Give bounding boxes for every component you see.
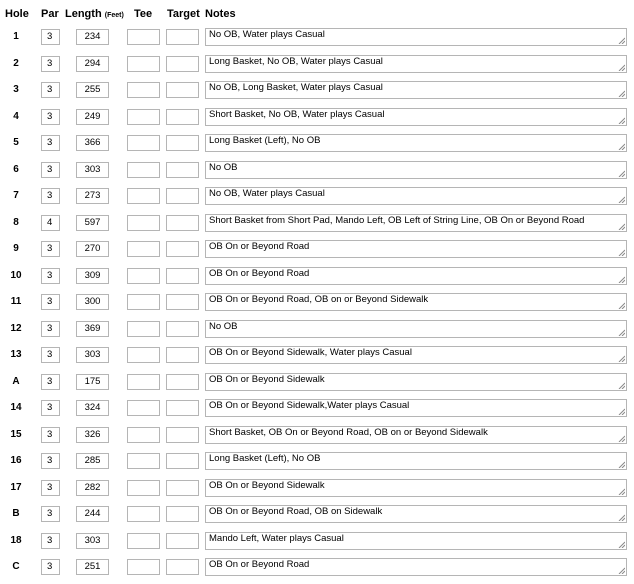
target-field[interactable] [166,82,199,98]
length-field[interactable]: 366 [76,135,109,151]
length-field[interactable]: 369 [76,321,109,337]
tee-field[interactable] [127,480,160,496]
resize-grip-icon[interactable] [618,382,625,389]
tee-field[interactable] [127,347,160,363]
length-field[interactable]: 597 [76,215,109,231]
header-tee: Tee [134,8,153,20]
hole-row [0,27,634,47]
hole-number: 15 [10,428,22,440]
notes-textarea[interactable] [205,267,627,285]
hole-number: 8 [13,216,19,228]
notes-text: OB On or Beyond Road, OB on Sidewalk [209,506,383,517]
par-field[interactable]: 3 [41,533,60,549]
notes-textarea[interactable] [205,479,627,497]
tee-field[interactable] [127,56,160,72]
length-field[interactable]: 303 [76,162,109,178]
hole-row [0,345,634,365]
par-field[interactable]: 3 [41,347,60,363]
tee-field[interactable] [127,559,160,575]
hole-number: 6 [13,163,19,175]
tee-field[interactable] [127,135,160,151]
notes-text: Short Basket, No OB, Water plays Casual [209,108,385,120]
hole-number: 17 [10,481,22,493]
resize-grip-icon[interactable] [618,541,625,548]
length-field[interactable]: 234 [76,29,109,45]
hole-row [0,80,634,100]
length-field[interactable]: 282 [76,480,109,496]
target-field[interactable] [166,533,199,549]
tee-field[interactable] [127,215,160,231]
target-field[interactable] [166,347,199,363]
hole-number: 4 [13,110,19,122]
target-field[interactable] [166,135,199,151]
length-field[interactable]: 273 [76,188,109,204]
hole-row [0,531,634,551]
tee-field[interactable] [127,294,160,310]
notes-textarea[interactable] [205,373,627,391]
target-field[interactable] [166,215,199,231]
resize-grip-icon[interactable] [618,196,625,203]
header-target: Target [167,8,200,20]
notes-textarea[interactable] [205,505,627,523]
notes-textarea[interactable] [205,161,627,179]
notes-text: Short Basket, OB On or Beyond Road, OB on or Beyond Sidewalk [209,426,488,438]
par-field[interactable]: 3 [41,109,60,125]
notes-textarea[interactable] [205,320,627,338]
tee-field[interactable] [127,29,160,45]
par-field[interactable]: 3 [41,268,60,284]
hole-row [0,133,634,153]
length-field[interactable]: 249 [76,109,109,125]
resize-grip-icon[interactable] [618,90,625,97]
tee-field[interactable] [127,162,160,178]
hole-number: A [12,375,20,387]
hole-number: 9 [13,243,19,254]
notes-text: Long Basket (Left), No OB [209,453,321,464]
notes-textarea[interactable] [205,293,627,311]
tee-field[interactable] [127,109,160,125]
notes-textarea[interactable] [205,55,627,73]
resize-grip-icon[interactable] [618,249,625,256]
hole-number: 7 [13,190,19,201]
hole-row [0,398,634,418]
target-field[interactable] [166,268,199,284]
hole-number: 11 [10,296,22,307]
length-field[interactable]: 303 [76,533,109,549]
notes-text: Long Basket (Left), No OB [209,135,321,146]
resize-grip-icon[interactable] [618,355,625,362]
par-field[interactable]: 3 [41,374,60,390]
par-field[interactable]: 3 [41,135,60,151]
target-field[interactable] [166,374,199,390]
target-field[interactable] [166,480,199,496]
hole-row [0,292,634,312]
tee-field[interactable] [127,453,160,469]
length-field[interactable]: 324 [76,400,109,416]
resize-grip-icon[interactable] [618,302,625,309]
hole-row [0,504,634,524]
par-field[interactable]: 3 [41,506,60,522]
resize-grip-icon[interactable] [618,461,625,468]
target-field[interactable] [166,321,199,337]
length-field[interactable]: 303 [76,347,109,363]
par-field[interactable]: 3 [41,480,60,496]
length-field[interactable]: 294 [76,56,109,72]
notes-text: OB On or Beyond Sidewalk [209,373,325,385]
notes-textarea[interactable] [205,214,627,232]
header-length-unit: (Feet) [104,12,124,19]
tee-field[interactable] [127,268,160,284]
target-field[interactable] [166,188,199,204]
hole-number: C [12,561,20,572]
length-field[interactable]: 244 [76,506,109,522]
target-field[interactable] [166,559,199,575]
par-field[interactable]: 3 [41,56,60,72]
notes-text: OB On or Beyond Road [209,241,310,252]
notes-text: Short Basket from Short Pad, Mando Left, OB Left of String Line, OB On or Beyond Road [209,214,585,226]
header-notes: Notes [205,8,236,20]
resize-grip-icon[interactable] [618,567,625,574]
notes-textarea[interactable] [205,426,627,444]
length-field[interactable]: 285 [76,453,109,469]
resize-grip-icon[interactable] [618,329,625,336]
tee-field[interactable] [127,427,160,443]
par-field[interactable]: 3 [41,82,60,98]
hole-number: 1 [13,31,19,42]
header-hole: Hole [5,8,29,20]
par-field[interactable]: 3 [41,241,60,257]
length-field[interactable]: 300 [76,294,109,310]
resize-grip-icon[interactable] [618,170,625,177]
hole-row [0,160,634,180]
notes-textarea[interactable] [205,240,627,258]
notes-textarea[interactable] [205,81,627,99]
notes-text: No OB, Water plays Casual [209,188,325,199]
hole-number: 3 [13,84,19,95]
tee-field[interactable] [127,82,160,98]
header-par: Par [41,8,59,20]
par-field[interactable]: 3 [41,453,60,469]
resize-grip-icon[interactable] [618,408,625,415]
target-field[interactable] [166,241,199,257]
resize-grip-icon[interactable] [618,435,625,442]
hole-number: 13 [10,349,22,360]
hole-number: 16 [10,455,22,466]
par-field[interactable]: 3 [41,321,60,337]
notes-text: Long Basket, No OB, Water plays Casual [209,55,383,67]
target-field[interactable] [166,29,199,45]
hole-row [0,213,634,233]
par-field[interactable]: 3 [41,29,60,45]
resize-grip-icon[interactable] [618,143,625,150]
hole-number: 2 [13,57,19,69]
notes-text: OB On or Beyond Sidewalk [209,479,325,491]
target-field[interactable] [166,506,199,522]
target-field[interactable] [166,400,199,416]
resize-grip-icon[interactable] [618,37,625,44]
notes-textarea[interactable] [205,134,627,152]
hole-row [0,266,634,286]
notes-textarea[interactable] [205,399,627,417]
par-field[interactable]: 3 [41,400,60,416]
target-field[interactable] [166,109,199,125]
tee-field[interactable] [127,400,160,416]
notes-text: OB On or Beyond Road [209,267,310,279]
target-field[interactable] [166,56,199,72]
notes-textarea[interactable] [205,532,627,550]
length-field[interactable]: 270 [76,241,109,257]
tee-field[interactable] [127,506,160,522]
hole-number: 10 [10,269,22,281]
resize-grip-icon[interactable] [618,117,625,124]
hole-number: B [12,508,20,519]
notes-textarea[interactable] [205,187,627,205]
hole-row [0,239,634,259]
length-field[interactable]: 326 [76,427,109,443]
notes-text: Mando Left, Water plays Casual [209,532,344,544]
notes-text: No OB [209,320,238,332]
tee-field[interactable] [127,533,160,549]
notes-text: OB On or Beyond Sidewalk, Water plays Casual [209,347,412,358]
par-field[interactable]: 4 [41,215,60,231]
target-field[interactable] [166,427,199,443]
hole-number: 5 [13,137,19,148]
tee-field[interactable] [127,241,160,257]
hole-row [0,557,634,577]
hole-row [0,425,634,445]
hole-number: 12 [10,322,22,334]
par-field[interactable]: 3 [41,427,60,443]
header-length-label: Length [65,8,102,20]
hole-number: 14 [10,402,22,413]
tee-field[interactable] [127,374,160,390]
resize-grip-icon[interactable] [618,514,625,521]
notes-textarea[interactable] [205,108,627,126]
hole-row [0,372,634,392]
par-field[interactable]: 3 [41,188,60,204]
resize-grip-icon[interactable] [618,488,625,495]
hole-row [0,478,634,498]
target-field[interactable] [166,453,199,469]
target-field[interactable] [166,294,199,310]
length-field[interactable]: 175 [76,374,109,390]
hole-row [0,107,634,127]
notes-textarea[interactable] [205,28,627,46]
notes-text: No OB, Water plays Casual [209,29,325,40]
header-length [65,8,124,20]
notes-textarea[interactable] [205,558,627,576]
length-field[interactable]: 309 [76,268,109,284]
notes-text: OB On or Beyond Road [209,559,310,570]
hole-number: 18 [10,534,22,546]
notes-text: No OB, Long Basket, Water plays Casual [209,82,383,93]
length-field[interactable]: 255 [76,82,109,98]
notes-textarea[interactable] [205,452,627,470]
notes-text: No OB [209,161,238,173]
tee-field[interactable] [127,188,160,204]
hole-row [0,451,634,471]
length-field[interactable]: 251 [76,559,109,575]
tee-field[interactable] [127,321,160,337]
resize-grip-icon[interactable] [618,276,625,283]
notes-text: OB On or Beyond Road, OB on or Beyond Sidewalk [209,294,429,305]
resize-grip-icon[interactable] [618,223,625,230]
par-field[interactable]: 3 [41,559,60,575]
hole-row [0,186,634,206]
par-field[interactable]: 3 [41,294,60,310]
resize-grip-icon[interactable] [618,64,625,71]
target-field[interactable] [166,162,199,178]
hole-row [0,54,634,74]
notes-text: OB On or Beyond Sidewalk,Water plays Casual [209,400,410,411]
hole-row [0,319,634,339]
notes-textarea[interactable] [205,346,627,364]
par-field[interactable]: 3 [41,162,60,178]
